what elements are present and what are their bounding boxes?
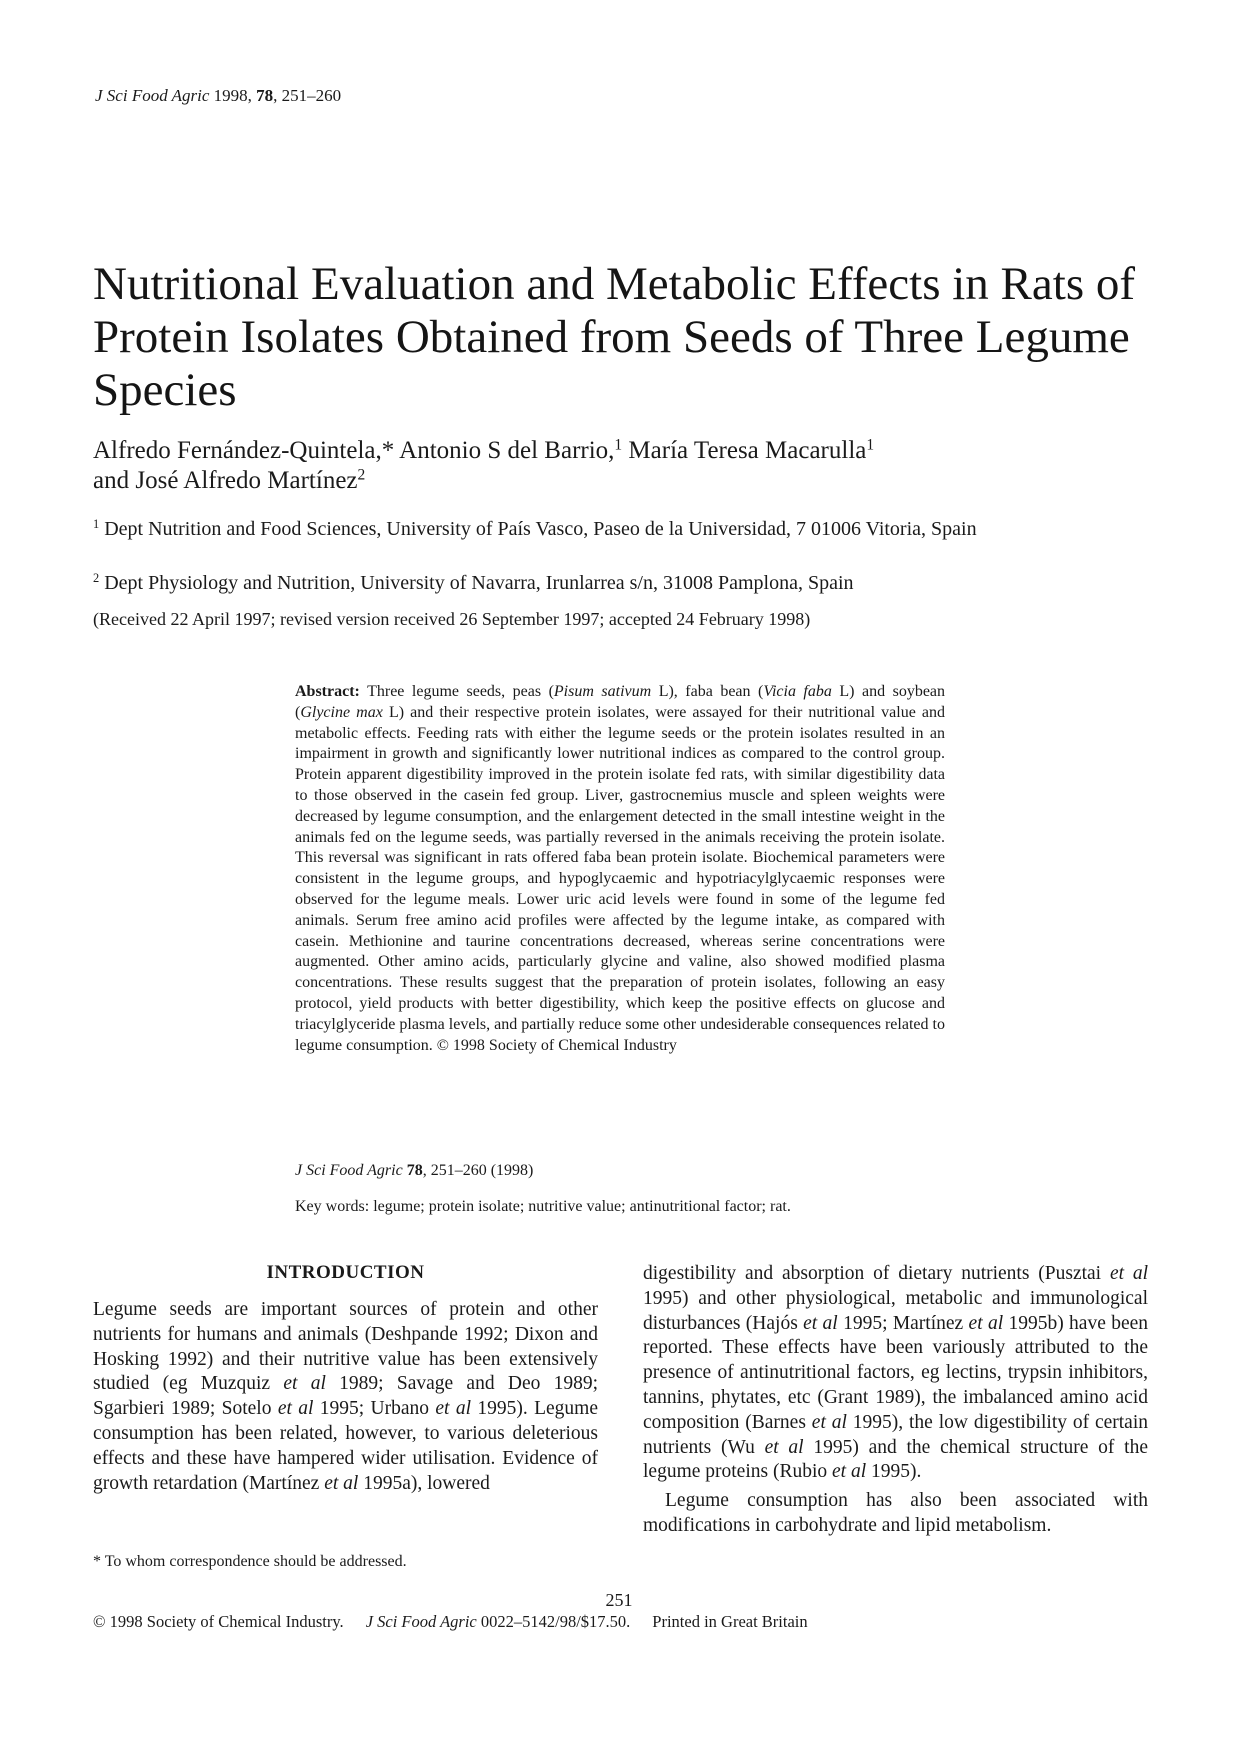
footer-copyright-text: © 1998 Society of Chemical Industry. [93, 1612, 344, 1631]
affiliation-2-text: Dept Physiology and Nutrition, University of Navarra, Irunlarrea s/n, 31008 Pamplona, Spain [104, 572, 854, 594]
abstract-text-2: L), faba bean ( [658, 683, 764, 700]
author-4-affiliation-mark: 2 [357, 466, 366, 484]
author-1: Alfredo Fernández-Quintela,* [93, 437, 395, 464]
text-run: 1995) and other physiological, metabolic and immunological disturbances (Hajós [643, 1287, 1148, 1334]
et-al: et al [968, 1312, 1004, 1334]
footer-printed: Printed in Great Britain [652, 1612, 808, 1631]
running-head [95, 86, 341, 106]
paragraph: Legume consumption has also been associated with modifications in carbohydrate and lipid metabolism. [643, 1490, 1148, 1536]
abstract-copyright: © 1998 Society of Chemical Industry [436, 1036, 677, 1054]
body-column-left [93, 1298, 598, 1496]
et-al: et al [277, 1398, 314, 1420]
article-title: Nutritional Evaluation and Metabolic Effects in Rats of Protein Isolates Obtained from Seeds of Three Legume Species [93, 258, 1136, 416]
running-head-journal: J Sci Food Agric [95, 86, 210, 105]
author-2: Antonio S del Barrio, [399, 437, 615, 464]
et-al: et al [764, 1436, 804, 1458]
citation-line [295, 1162, 533, 1180]
footer-copyright [93, 1612, 808, 1632]
et-al: et al [435, 1398, 472, 1420]
author-connector: and [93, 467, 130, 494]
citation-volume: 78 [406, 1162, 423, 1179]
correspondence-footnote: * To whom correspondence should be addressed. [93, 1553, 407, 1570]
et-al: et al [811, 1411, 847, 1433]
body-column-right [643, 1262, 1148, 1539]
author-2-affiliation-mark: 1 [614, 436, 623, 454]
text-run: 1995; Martínez [843, 1312, 964, 1334]
received-dates: (Received 22 April 1997; revised version received 26 September 1997; accepted 24 February 1998) [93, 609, 811, 629]
text-run: 1995). [871, 1461, 922, 1483]
author-4: José Alfredo Martínez [135, 467, 358, 494]
author-3: María Teresa Macarulla [628, 437, 867, 464]
abstract-text-4: L) and their respective protein isolates, were assayed for their nutritional value and metabolic effects. Feeding rats with either the legume seeds or the protein isolates resulted in an impairment in growth and significantly lower nutritional indices as compared to the control group. Protein apparent digestibility improved in the protein isolate fed rats, with similar digestibility data to those observed in the casein fed group. Liver, gastrocnemius muscle and spleen weights were decreased by legume consumption, and the enlargement detected in the small intestine weight in the animals fed on the legume seeds, was partially reversed in the animals receiving the protein isolate. This reversal was significant in rats offered faba bean protein isolate. Biochemical parameters were consistent in the legume groups, and hypoglycaemic and hypotriacylglycaemic responses were observed for the legume meals. Lower uric acid levels were found in some of the legume fed animals. Serum free amino acid profiles were affected by the legume intake, as compared with casein. Methionine and taurine concentrations decreased, whereas serine concentrations were augmented. Other amino acids, particularly glycine and valine, also showed modified plasma concentrations. These results suggest that the preparation of protein isolates, following an easy protocol, yield products with better digestibility, which keep the positive effects on glucose and triacylglyceride plasma levels, and partially reduce some other undesiderable consequences related to legume consumption. [295, 703, 946, 1054]
page-number: 251 [605, 1590, 633, 1610]
species-pisum: Pisum sativum [553, 683, 652, 700]
running-head-year: 1998, [213, 86, 252, 105]
affiliation-1-mark: 1 [93, 517, 100, 532]
text-run: 1995) and the chemical structure of the legume proteins (Rubio [643, 1436, 1148, 1483]
running-head-pages: , 251–260 [273, 86, 342, 105]
paragraph [93, 1298, 598, 1496]
text-run: Legume seeds are important sources of protein and other nutrients for humans and animals (Deshpande 1992; Dixon and Hosking 1992) and their nutritive value has been extensively studied (eg Muzquiz [93, 1299, 598, 1395]
author-3-affiliation-mark: 1 [866, 436, 875, 454]
species-vicia: Vicia faba [763, 683, 832, 700]
text-run: 1995). Legume consumption has been related, however, to various deleterious effects and these have hampered wider utilisation. Evidence of growth retardation (Martínez [93, 1398, 598, 1494]
introduction-heading: INTRODUCTION [266, 1262, 425, 1283]
text-run: 1995), the low digestibility of certain nutrients (Wu [643, 1411, 1149, 1458]
text-run: 1995; Urbano [319, 1398, 430, 1420]
et-al: et al [1109, 1263, 1149, 1284]
affiliation-2 [93, 570, 1153, 596]
footer-code: 0022–5142/98/$17.50. [480, 1612, 631, 1631]
text-run: 1995a), lowered [363, 1472, 490, 1494]
abstract [295, 682, 945, 1056]
species-glycine: Glycine max [300, 703, 383, 721]
keywords: Key words: legume; protein isolate; nutritive value; antinutritional factor; rat. [295, 1198, 791, 1215]
affiliation-2-mark: 2 [93, 571, 100, 586]
abstract-text-1: Three legume seeds, peas ( [367, 683, 554, 700]
text-run: 1995b) have been reported. These effects have been variously attributed to the presence of antinutritional factors, eg lectins, trypsin inhibitors, tannins, phytates, etc (Grant 1989), the imbalanced amino acid composition (Barnes [643, 1312, 1149, 1433]
author-list [93, 436, 1153, 496]
text-run: 1989; Savage and Deo 1989; Sgarbieri 1989; Sotelo [93, 1373, 599, 1420]
abstract-text-3: L) and soybean ( [295, 683, 946, 721]
et-al: et al [803, 1312, 838, 1334]
et-al: et al [324, 1472, 359, 1494]
citation-journal: J Sci Food Agric [295, 1162, 403, 1179]
affiliation-1 [93, 516, 1153, 542]
abstract-label: Abstract: [295, 683, 360, 700]
citation-rest: , 251–260 (1998) [422, 1162, 534, 1179]
text-run: digestibility and absorption of dietary nutrients (Pusztai [643, 1263, 1102, 1284]
paragraph [643, 1262, 1148, 1485]
running-head-volume: 78 [256, 86, 274, 105]
footer-journal: J Sci Food Agric [365, 1612, 477, 1631]
et-al: et al [283, 1373, 326, 1395]
et-al: et al [832, 1461, 867, 1483]
affiliation-1-text: Dept Nutrition and Food Sciences, University of País Vasco, Paseo de la Universidad, 7 01006 Vitoria, Spain [104, 518, 977, 540]
